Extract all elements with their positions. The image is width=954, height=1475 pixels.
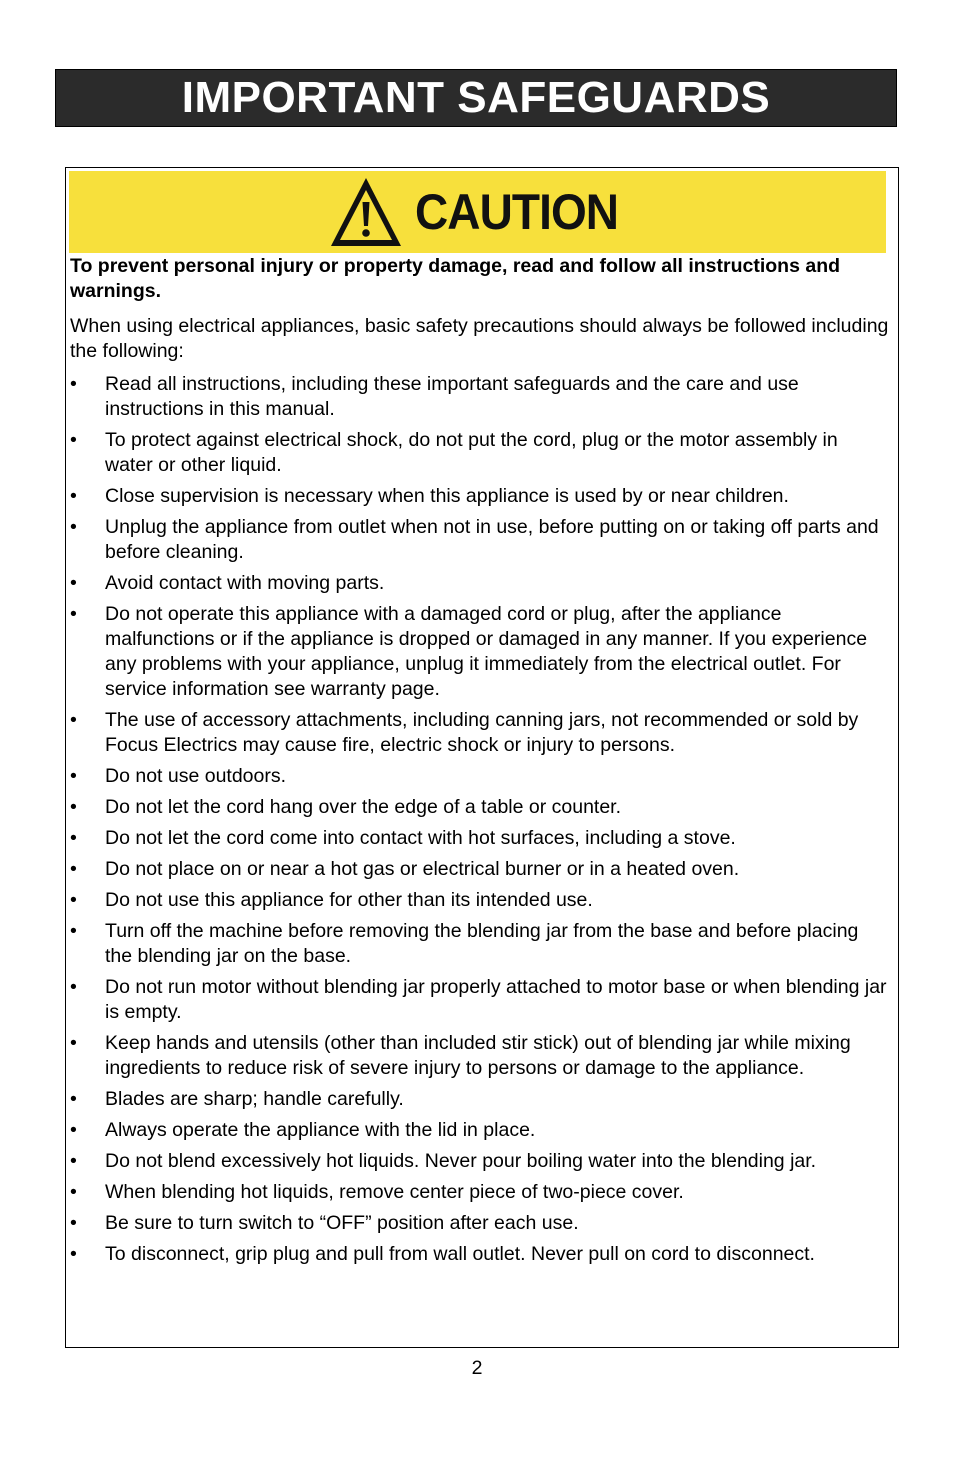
safeguard-text: Do not use this appliance for other than its intended use. [105, 889, 593, 911]
safeguard-text: Be sure to turn switch to “OFF” position after each use. [105, 1212, 579, 1234]
safeguard-text: Do not place on or near a hot gas or electrical burner or in a heated oven. [105, 858, 740, 880]
safeguard-text: Turn off the machine before removing the blending jar from the base and before placing the blending jar on the base. [105, 920, 859, 967]
safeguard-item [70, 1211, 890, 1236]
bullet-icon: • [70, 429, 77, 451]
bullet-icon: • [70, 485, 77, 507]
title-bar [55, 69, 897, 127]
bullet-icon: • [70, 1119, 77, 1141]
safeguard-text: Close supervision is necessary when this appliance is used by or near children. [105, 485, 789, 507]
safeguard-text: Always operate the appliance with the lid in place. [105, 1119, 536, 1141]
page-title: IMPORTANT SAFEGUARDS [181, 73, 771, 122]
bullet-icon: • [70, 1212, 77, 1234]
safeguard-text: Do not let the cord come into contact with hot surfaces, including a stove. [105, 827, 736, 849]
safeguard-item [70, 571, 890, 596]
caution-banner [69, 171, 886, 253]
safeguards-content [70, 254, 890, 1273]
safeguard-text: Do not let the cord hang over the edge of a table or counter. [105, 796, 622, 818]
safeguard-item [70, 1118, 890, 1143]
page-number: 2 [471, 1357, 483, 1379]
safeguard-item [70, 515, 890, 565]
bullet-icon: • [70, 827, 77, 849]
safeguard-text: Do not operate this appliance with a damaged cord or plug, after the appliance malfunctions or if the appliance is dropped or damaged in any manner. If you experience any problems with your appliance, unplug it immediately from the electrical outlet. For service information see warranty page. [105, 603, 868, 700]
safeguard-item [70, 1180, 890, 1205]
safeguard-text: Do not run motor without blending jar properly attached to motor base or when blending jar is empty. [105, 976, 887, 1023]
safeguard-list [70, 372, 890, 1267]
safeguard-text: To disconnect, grip plug and pull from wall outlet. Never pull on cord to disconnect. [105, 1243, 815, 1265]
safeguard-text: Read all instructions, including these important safeguards and the care and use instructions in this manual. [105, 373, 799, 420]
lead-warning: To prevent personal injury or property damage, read and follow all instructions and warnings. [70, 255, 841, 302]
bullet-icon: • [70, 765, 77, 787]
safeguard-item [70, 372, 890, 422]
bullet-icon: • [70, 858, 77, 880]
safeguard-text: Keep hands and utensils (other than included stir stick) out of blending jar while mixing ingredients to reduce risk of severe injury to persons or damage to the appliance. [105, 1032, 851, 1079]
bullet-icon: • [70, 709, 77, 731]
safeguard-text: When blending hot liquids, remove center piece of two-piece cover. [105, 1181, 684, 1203]
safeguard-item [70, 602, 890, 702]
bullet-icon: • [70, 603, 77, 625]
safeguard-text: To protect against electrical shock, do not put the cord, plug or the motor assembly in water or other liquid. [105, 429, 838, 476]
safeguard-item [70, 1087, 890, 1112]
safeguard-text: Do not blend excessively hot liquids. Never pour boiling water into the blending jar. [105, 1150, 817, 1172]
safeguard-item [70, 919, 890, 969]
bullet-icon: • [70, 920, 77, 942]
safeguard-item [70, 1031, 890, 1081]
caution-heading: CAUTION [415, 184, 619, 240]
safeguard-text: Unplug the appliance from outlet when not in use, before putting on or taking off parts and before cleaning. [105, 516, 879, 563]
safeguard-item [70, 484, 890, 509]
warning-triangle-icon [329, 176, 403, 248]
safeguard-item [70, 1149, 890, 1174]
bullet-icon: • [70, 889, 77, 911]
safeguard-item [70, 857, 890, 882]
safeguard-item [70, 764, 890, 789]
safeguard-item [70, 826, 890, 851]
caution-banner-inner [329, 176, 636, 248]
bullet-icon: • [70, 1032, 77, 1054]
bullet-icon: • [70, 572, 77, 594]
bullet-icon: • [70, 1243, 77, 1265]
safeguard-text: Blades are sharp; handle carefully. [105, 1088, 404, 1110]
safeguard-text: Do not use outdoors. [105, 765, 287, 787]
bullet-icon: • [70, 1150, 77, 1172]
bullet-icon: • [70, 373, 77, 395]
safeguard-item [70, 428, 890, 478]
bullet-icon: • [70, 1181, 77, 1203]
bullet-icon: • [70, 976, 77, 998]
safeguard-item [70, 708, 890, 758]
bullet-icon: • [70, 1088, 77, 1110]
safeguards-box [65, 167, 899, 1348]
safeguard-text: Avoid contact with moving parts. [105, 572, 385, 594]
safeguard-item [70, 888, 890, 913]
safeguard-item [70, 1242, 890, 1267]
intro-text: When using electrical appliances, basic safety precautions should always be followed including the following: [70, 315, 889, 362]
safeguard-text: The use of accessory attachments, including canning jars, not recommended or sold by Focus Electrics may cause fire, electric shock or injury to persons. [105, 709, 859, 756]
safeguard-item [70, 975, 890, 1025]
bullet-icon: • [70, 516, 77, 538]
safeguard-item [70, 795, 890, 820]
bullet-icon: • [70, 796, 77, 818]
